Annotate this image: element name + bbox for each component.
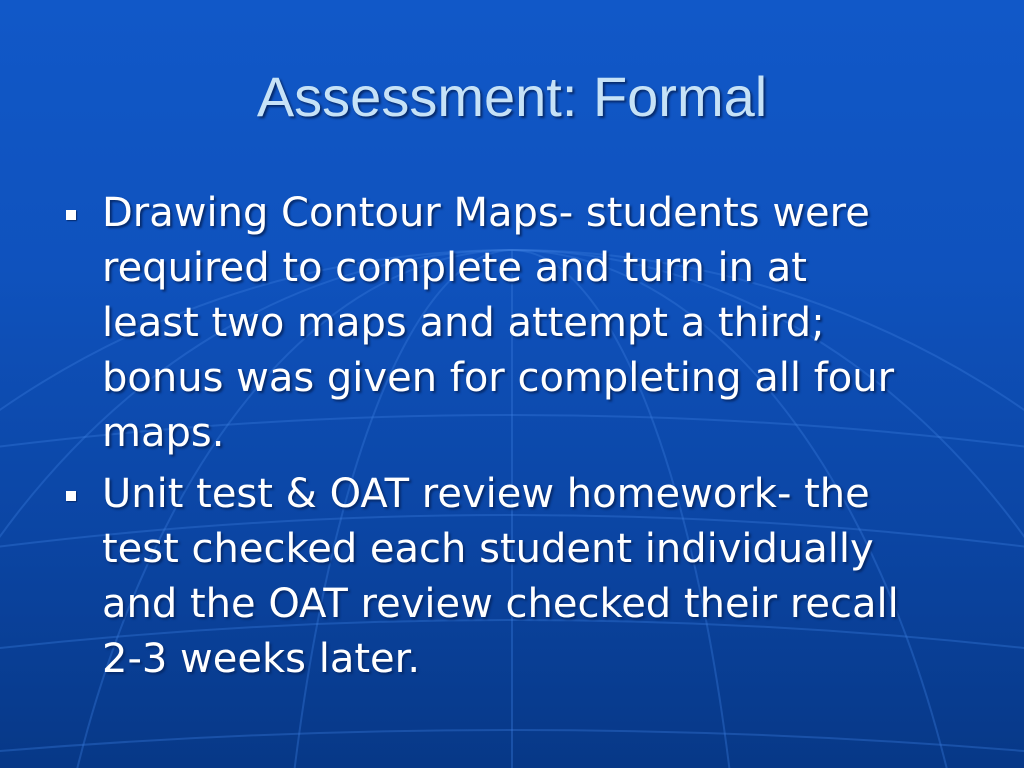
bullet-text-line: 2-3 weeks later. [102,636,421,682]
bullet-text-line: Drawing Contour Maps- students were [102,190,870,236]
bullet-text-line: required to complete and turn in at [102,245,807,291]
bullet-item-unit-test [62,467,1012,687]
bullet-text-line: Unit test & OAT review homework- the [102,471,870,517]
square-bullet-icon [66,210,76,220]
bullet-text-line: and the OAT review checked their recall [102,581,899,627]
bullet-item-contour-maps [62,186,1012,461]
bullet-text-line: maps. [102,410,225,456]
slide-title: Assessment: Formal [256,65,768,128]
bullet-text-line: least two maps and attempt a third; [102,300,825,346]
bullet-text-line: test checked each student individually [102,526,874,572]
square-bullet-icon [66,491,76,501]
bullet-text-line: bonus was given for completing all four [102,355,895,401]
bullet-list [62,186,1012,693]
